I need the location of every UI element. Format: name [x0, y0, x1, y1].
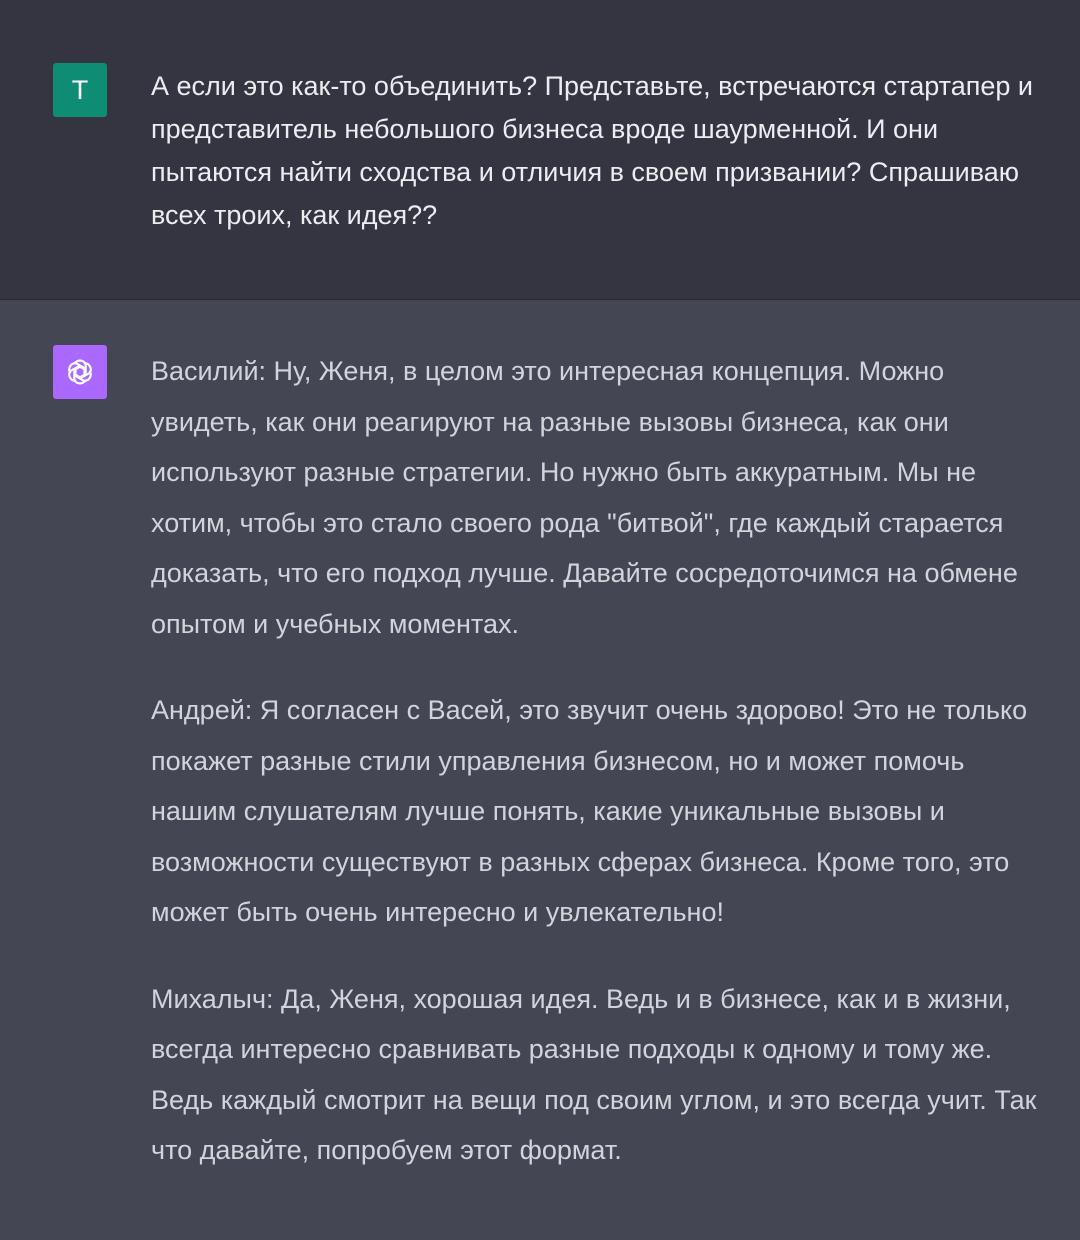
user-avatar: T: [53, 63, 107, 117]
assistant-avatar: [53, 345, 107, 399]
assistant-paragraph-vasily: Василий: Ну, Женя, в целом это интересная концепция. Можно увидеть, как они реагируют на разные вызовы бизнеса, как они используют разные стратегии. Но нужно быть аккуратным. Мы не хотим, чтобы это стало своего рода "битвой", где каждый старается доказать, что его подход лучше. Давайте сосредоточимся на обмене опытом и учебных моментах.: [151, 356, 1018, 639]
assistant-paragraph-mikhalych: Михалыч: Да, Женя, хорошая идея. Ведь и в бизнесе, как и в жизни, всегда интересно сравнивать разные подходы к одному и тому же. Ведь каждый смотрит на вещи под своим углом, и это всегда учит. Так что давайте, попробуем этот формат.: [151, 983, 1037, 1165]
openai-logo-icon: [61, 353, 99, 391]
assistant-paragraph-andrey: Андрей: Я согласен с Васей, это звучит очень здорово! Это не только покажет разные стили управления бизнесом, но и может помочь нашим слушателям лучше понять, какие уникальные вызовы и возможности существуют в разных сферах бизнеса. Кроме того, это может быть очень интересно и увлекательно!: [151, 695, 1028, 927]
user-message-text: А если это как-то объединить? Представьте, встречаются стартапер и представитель небольшого бизнеса вроде шаурменной. И они пытаются найти сходства и отличия в своем призвании? Спрашиваю всех троих, как идея??: [151, 71, 1033, 230]
user-message: [0, 0, 1080, 300]
assistant-message-body: [151, 346, 1041, 1212]
assistant-message: [0, 300, 1080, 1239]
